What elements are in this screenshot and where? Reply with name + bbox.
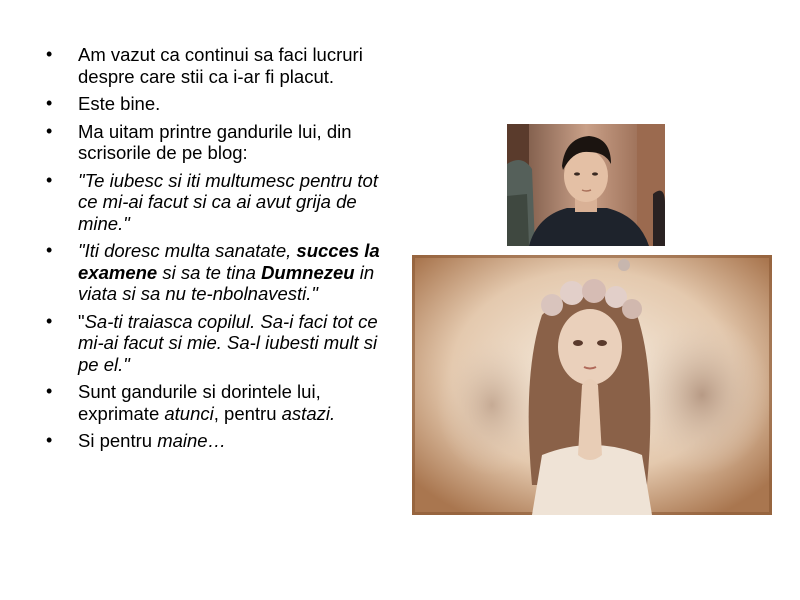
bullet-text: si sa te tina [157,261,262,283]
boy-photo [507,124,665,246]
angel-photo [412,255,772,515]
bullet-item [42,93,392,115]
bullet-text: Este bine. [78,93,161,114]
bullet-dot: • [46,310,53,331]
bullet-item [42,430,392,452]
bullet-text: Si pentru [78,430,158,451]
bullet-text: "Te iubesc si iti multumesc pentru tot ce mi-ai facut si ca ai avut grija de mine." [78,169,378,234]
bullet-text: "Iti doresc multa sanatate, [78,240,297,261]
bullet-text: , pentru [213,402,282,424]
bullet-item [42,240,392,305]
bullet-dot: • [46,44,53,64]
bullet-text: Sa-ti traiasca copilul. Sa-i faci tot ce mi-ai facut si mie. Sa-l iubesti mult si pe el." [78,310,378,375]
bullet-dot: • [46,120,53,141]
bullet-dot: • [46,93,53,113]
bullet-item [42,311,392,376]
bullet-text: atunci [164,402,214,424]
bullet-text: astazi. [281,402,336,424]
bullet-text: Dumnezeu [261,261,355,283]
bullet-item [42,121,392,164]
bullet-item [42,381,392,424]
bullet-text: Am vazut ca continui sa faci lucruri despre care stii ca i-ar fi placut. [78,44,363,87]
bullet-item [42,44,392,87]
bullet-text: in viata si sa nu te-nbolnavesti." [78,261,375,304]
bullet-dot: • [46,381,53,401]
bullet-text: " [78,310,85,332]
bullet-dot: • [46,240,53,260]
bullet-text: maine… [157,430,227,451]
bullet-item [42,170,392,235]
bullet-list [42,44,392,458]
bullet-dot: • [46,169,53,190]
bullet-text: Ma uitam printre gandurile lui, din scrisorile de pe blog: [78,120,352,163]
bullet-dot: • [46,430,53,450]
bullet-text: Sunt gandurile si dorintele lui, exprimate [78,381,321,424]
bullet-text: succes la examene [78,240,380,283]
